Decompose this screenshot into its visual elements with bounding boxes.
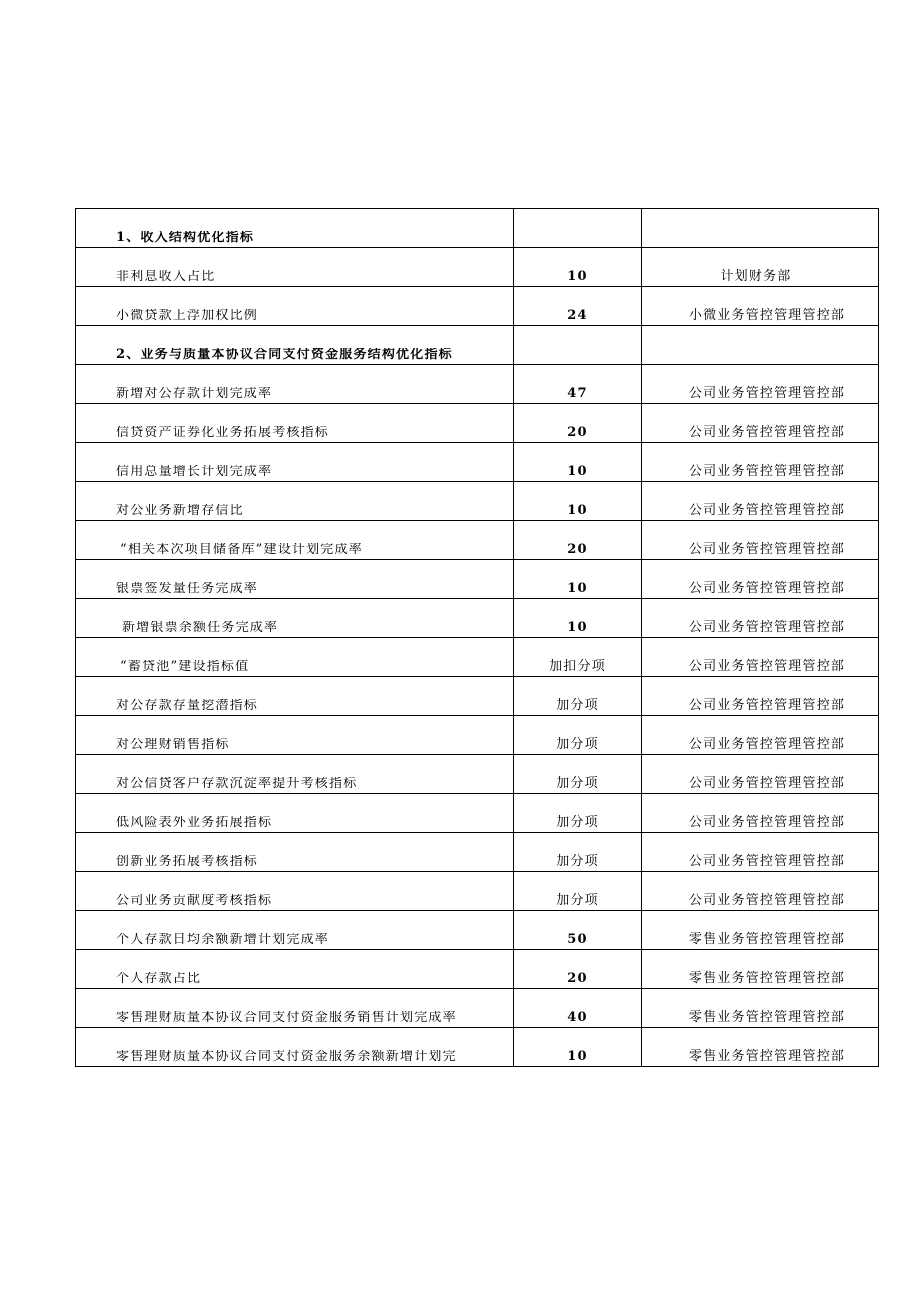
- score-value: 24: [567, 308, 588, 323]
- indicator-name-cell: [76, 1028, 514, 1067]
- score-cell: [514, 989, 642, 1028]
- table-row: [76, 638, 879, 677]
- table-row: [76, 833, 879, 872]
- score-value: 47: [567, 386, 588, 401]
- score-value: 加分项: [556, 737, 599, 752]
- indicator-name: “蓄贷池”建设指标值: [120, 660, 250, 674]
- score-value: 加分项: [556, 893, 599, 908]
- score-cell: [514, 365, 642, 404]
- department-name: 公司业务管控管理管控部: [688, 659, 846, 674]
- score-value: 加扣分项: [549, 659, 606, 674]
- score-value: 加分项: [556, 698, 599, 713]
- score-cell: [514, 326, 642, 365]
- table-row: [76, 755, 879, 794]
- table-row: [76, 677, 879, 716]
- indicator-name-cell: [76, 911, 514, 950]
- indicator-name: 零售理财质量本协议合同支付资金服务余额新增计划完: [116, 1050, 457, 1064]
- score-value: 10: [567, 503, 588, 518]
- score-value: 加分项: [556, 815, 599, 830]
- department-name: 公司业务管控管理管控部: [688, 542, 846, 557]
- indicator-name: 公司业务贡献度考核指标: [116, 894, 273, 908]
- indicator-name: 新增银票余额任务完成率: [122, 621, 279, 635]
- department-name: 公司业务管控管理管控部: [688, 386, 846, 401]
- score-cell: [514, 638, 642, 677]
- department-name: 零售业务管控管理管控部: [688, 971, 846, 986]
- department-cell: [642, 638, 879, 677]
- department-cell: [642, 794, 879, 833]
- table-row: [76, 209, 879, 248]
- indicator-name-cell: [76, 482, 514, 521]
- table-row: [76, 521, 879, 560]
- indicator-name-cell: [76, 209, 514, 248]
- indicator-name-cell: [76, 638, 514, 677]
- indicator-name-cell: [76, 833, 514, 872]
- table-row: [76, 482, 879, 521]
- indicator-name: 个人存款日均余额新增计划完成率: [116, 933, 330, 947]
- department-name: 公司业务管控管理管控部: [688, 425, 846, 440]
- indicator-name: 低风险表外业务拓展指标: [116, 816, 273, 830]
- indicator-table: [75, 208, 879, 1067]
- department-name: 公司业务管控管理管控部: [688, 698, 846, 713]
- indicator-name: 零售理财质量本协议合同支付资金服务销售计划完成率: [116, 1011, 457, 1025]
- table-row: [76, 794, 879, 833]
- indicator-name-cell: [76, 950, 514, 989]
- indicator-name: 非利息收入占比: [116, 270, 216, 284]
- indicator-name-cell: [76, 755, 514, 794]
- department-name: 小微业务管控管理管控部: [688, 308, 846, 323]
- department-cell: [642, 404, 879, 443]
- indicator-name: 小微贷款上浮加权比例: [116, 309, 259, 323]
- score-cell: [514, 482, 642, 521]
- indicator-name: 信用总量增长计划完成率: [116, 465, 273, 479]
- score-cell: [514, 521, 642, 560]
- table-row: [76, 872, 879, 911]
- department-cell: [642, 950, 879, 989]
- score-value: 20: [567, 971, 588, 986]
- indicator-name: 个人存款占比: [116, 972, 202, 986]
- department-name: 公司业务管控管理管控部: [688, 893, 846, 908]
- department-cell: [642, 599, 879, 638]
- indicator-name-cell: [76, 326, 514, 365]
- score-value: 50: [567, 932, 588, 947]
- department-cell: [642, 560, 879, 599]
- department-name: 公司业务管控管理管控部: [688, 737, 846, 752]
- score-cell: [514, 287, 642, 326]
- table-row: [76, 287, 879, 326]
- department-cell: [642, 1028, 879, 1067]
- section-heading: 1、收入结构优化指标: [116, 231, 255, 245]
- score-value: 20: [567, 425, 588, 440]
- indicator-name: 新增对公存款计划完成率: [116, 387, 273, 401]
- indicator-name-cell: [76, 287, 514, 326]
- score-cell: [514, 677, 642, 716]
- department-name: 公司业务管控管理管控部: [688, 503, 846, 518]
- department-cell: [642, 716, 879, 755]
- score-value: 20: [567, 542, 588, 557]
- table-row: [76, 404, 879, 443]
- department-cell: [642, 209, 879, 248]
- department-cell: [642, 521, 879, 560]
- indicator-name: 对公业务新增存信比: [116, 504, 244, 518]
- indicator-name-cell: [76, 989, 514, 1028]
- department-cell: [642, 365, 879, 404]
- indicator-name-cell: [76, 521, 514, 560]
- indicator-name: 对公信贷客户存款沉淀率提升考核指标: [116, 777, 358, 791]
- department-name: 零售业务管控管理管控部: [688, 1010, 846, 1025]
- indicator-name-cell: [76, 872, 514, 911]
- table-row: [76, 326, 879, 365]
- department-name: 公司业务管控管理管控部: [688, 815, 846, 830]
- indicator-name: 对公存款存量挖潜指标: [116, 699, 259, 713]
- department-cell: [642, 287, 879, 326]
- score-cell: [514, 755, 642, 794]
- department-name: 零售业务管控管理管控部: [688, 1049, 846, 1064]
- department-name: 公司业务管控管理管控部: [688, 854, 846, 869]
- indicator-name: 创新业务拓展考核指标: [116, 855, 259, 869]
- indicator-name: “相关本次项目储备库”建设计划完成率: [120, 543, 363, 557]
- table-row: [76, 716, 879, 755]
- table-row: [76, 248, 879, 287]
- indicator-name-cell: [76, 404, 514, 443]
- department-name: 零售业务管控管理管控部: [688, 932, 846, 947]
- score-value: 10: [567, 1049, 588, 1064]
- department-cell: [642, 833, 879, 872]
- score-value: 10: [567, 620, 588, 635]
- indicator-name: 信贷资产证券化业务拓展考核指标: [116, 426, 330, 440]
- department-name: 公司业务管控管理管控部: [688, 581, 846, 596]
- score-cell: [514, 794, 642, 833]
- score-cell: [514, 560, 642, 599]
- department-name: 公司业务管控管理管控部: [688, 620, 846, 635]
- score-value: 加分项: [556, 854, 599, 869]
- indicator-name-cell: [76, 794, 514, 833]
- score-value: 10: [567, 464, 588, 479]
- indicator-name: 银票签发量任务完成率: [116, 582, 259, 596]
- table-row: [76, 950, 879, 989]
- score-cell: [514, 950, 642, 989]
- indicator-name-cell: [76, 599, 514, 638]
- department-cell: [642, 872, 879, 911]
- table-row: [76, 911, 879, 950]
- department-cell: [642, 482, 879, 521]
- indicator-name-cell: [76, 560, 514, 599]
- table-row: [76, 443, 879, 482]
- department-cell: [642, 989, 879, 1028]
- table-row: [76, 560, 879, 599]
- department-cell: [642, 755, 879, 794]
- indicator-name-cell: [76, 248, 514, 287]
- department-name: 公司业务管控管理管控部: [688, 464, 846, 479]
- table-row: [76, 989, 879, 1028]
- department-name: 计划财务部: [720, 269, 792, 284]
- indicator-name-cell: [76, 443, 514, 482]
- score-value: 10: [567, 269, 588, 284]
- score-cell: [514, 872, 642, 911]
- score-cell: [514, 1028, 642, 1067]
- table-row: [76, 1028, 879, 1067]
- indicator-name-cell: [76, 677, 514, 716]
- score-cell: [514, 443, 642, 482]
- table-row: [76, 599, 879, 638]
- department-cell: [642, 248, 879, 287]
- score-cell: [514, 248, 642, 287]
- score-cell: [514, 209, 642, 248]
- score-value: 加分项: [556, 776, 599, 791]
- indicator-name: 对公理财销售指标: [116, 738, 230, 752]
- department-cell: [642, 911, 879, 950]
- department-cell: [642, 326, 879, 365]
- department-cell: [642, 677, 879, 716]
- department-cell: [642, 443, 879, 482]
- score-value: 40: [567, 1010, 588, 1025]
- indicator-name-cell: [76, 716, 514, 755]
- indicator-name-cell: [76, 365, 514, 404]
- section-heading: 2、业务与质量本协议合同支付资金服务结构优化指标: [116, 348, 453, 362]
- score-cell: [514, 404, 642, 443]
- score-cell: [514, 716, 642, 755]
- score-cell: [514, 911, 642, 950]
- score-cell: [514, 833, 642, 872]
- table-row: [76, 365, 879, 404]
- department-name: 公司业务管控管理管控部: [688, 776, 846, 791]
- score-value: 10: [567, 581, 588, 596]
- score-cell: [514, 599, 642, 638]
